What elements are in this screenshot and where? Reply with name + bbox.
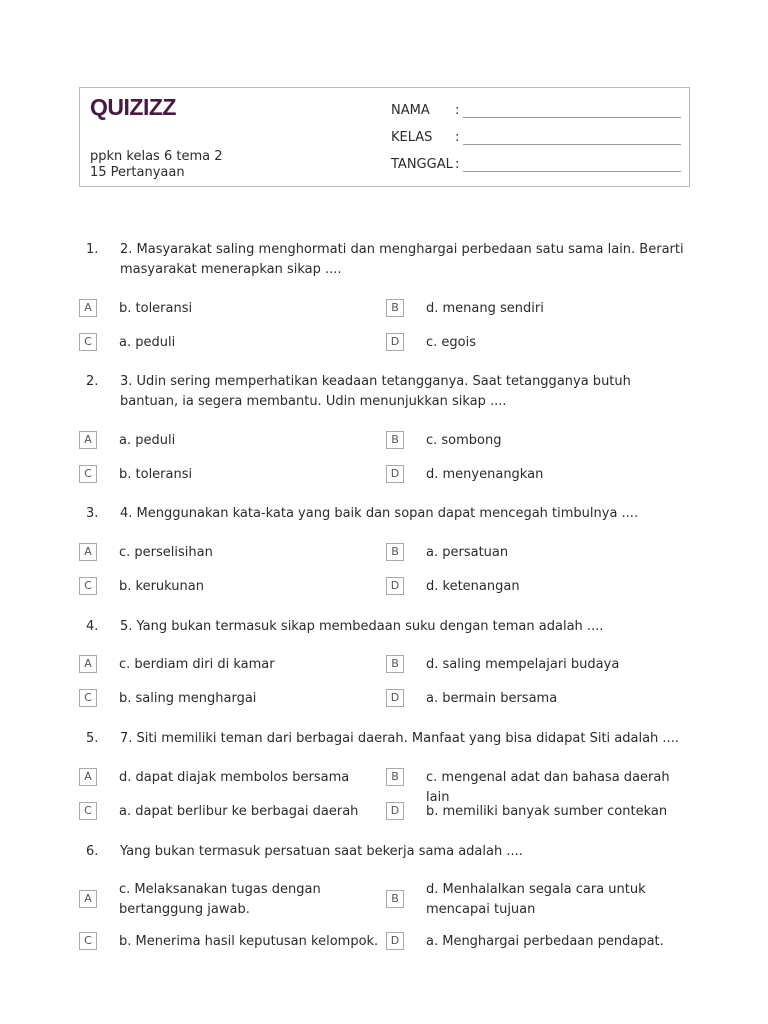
option-letter: D [386, 333, 404, 351]
option-letter: D [386, 689, 404, 707]
option-letter: A [79, 431, 97, 449]
question-number: 1. [86, 242, 99, 257]
question-text: 7. Siti memiliki teman dari berbagai daerah. Manfaat yang bisa didapat Siti adalah .... [120, 731, 679, 746]
option-text: a. Menghargai perbedaan pendapat. [426, 934, 664, 949]
option-text: d. Menhalalkan segala cara untuk mencapai tujuan [426, 882, 646, 917]
option-text: b. saling menghargai [119, 691, 257, 706]
option-letter: D [386, 802, 404, 820]
option-text: c. perselisihan [119, 545, 213, 560]
option-text: c. egois [426, 335, 477, 350]
option-text: b. toleransi [119, 301, 193, 316]
question-number: 6. [86, 844, 99, 859]
worksheet-header [79, 87, 690, 187]
class-label: KELAS [391, 130, 433, 145]
name-colon: : [455, 103, 460, 118]
option-text: a. peduli [119, 433, 176, 448]
option-letter: B [386, 655, 404, 673]
option-letter: C [79, 932, 97, 950]
option-letter: A [79, 655, 97, 673]
date-colon: : [455, 157, 460, 172]
option-text: b. toleransi [119, 467, 193, 482]
option-letter: B [386, 768, 404, 786]
option-letter: C [79, 465, 97, 483]
question-text: 5. Yang bukan termasuk sikap membedaan suku dengan teman adalah .... [120, 619, 604, 634]
option-text: a. peduli [119, 335, 176, 350]
question-count: 15 Pertanyaan [90, 165, 185, 180]
question-number: 2. [86, 374, 99, 389]
option-text: b. Menerima hasil keputusan kelompok. [119, 934, 379, 949]
option-text: b. memiliki banyak sumber contekan [426, 804, 668, 819]
question-text: Yang bukan termasuk persatuan saat bekerja sama adalah .... [120, 844, 523, 859]
option-letter: C [79, 689, 97, 707]
option-text: d. saling mempelajari budaya [426, 657, 620, 672]
date-label: TANGGAL [391, 157, 453, 172]
option-letter: A [79, 768, 97, 786]
option-text: b. kerukunan [119, 579, 204, 594]
question-number: 5. [86, 731, 99, 746]
option-letter: A [79, 890, 97, 908]
option-text: d. menang sendiri [426, 301, 544, 316]
question-number: 4. [86, 619, 99, 634]
option-text: c. berdiam diri di kamar [119, 657, 275, 672]
option-letter: C [79, 577, 97, 595]
option-letter: A [79, 543, 97, 561]
option-text: a. persatuan [426, 545, 509, 560]
date-line [463, 171, 681, 172]
option-text: c. Melaksanakan tugas dengan bertanggung jawab. [119, 882, 321, 917]
option-text: d. menyenangkan [426, 467, 544, 482]
option-text: c. mengenal adat dan bahasa daerah lain [426, 770, 670, 805]
question-number: 3. [86, 506, 99, 521]
option-letter: B [386, 431, 404, 449]
name-line [463, 117, 681, 118]
option-letter: D [386, 577, 404, 595]
class-field[interactable] [391, 130, 681, 150]
option-letter: A [79, 299, 97, 317]
option-text: c. sombong [426, 433, 502, 448]
option-text: a. dapat berlibur ke berbagai daerah [119, 804, 359, 819]
date-field[interactable] [391, 157, 681, 177]
name-field[interactable] [391, 103, 681, 123]
option-text: d. ketenangan [426, 579, 520, 594]
option-letter: B [386, 543, 404, 561]
option-text: a. bermain bersama [426, 691, 558, 706]
class-colon: : [455, 130, 460, 145]
question-text: 2. Masyarakat saling menghormati dan menghargai perbedaan satu sama lain. Berarti masyarakat menerapkan sikap .... [120, 242, 684, 277]
option-letter: B [386, 299, 404, 317]
quizizz-logo: QUIZIZZ [90, 94, 176, 120]
name-label: NAMA [391, 103, 430, 118]
option-letter: D [386, 465, 404, 483]
quiz-title: ppkn kelas 6 tema 2 [90, 149, 223, 164]
option-letter: D [386, 932, 404, 950]
question-text: 4. Menggunakan kata-kata yang baik dan sopan dapat mencegah timbulnya .... [120, 506, 639, 521]
option-letter: C [79, 333, 97, 351]
option-letter: B [386, 890, 404, 908]
question-text: 3. Udin sering memperhatikan keadaan tetangganya. Saat tetangganya butuh bantuan, ia segera membantu. Udin menunjukkan sikap .... [120, 374, 631, 409]
option-letter: C [79, 802, 97, 820]
class-line [463, 144, 681, 145]
option-text: d. dapat diajak membolos bersama [119, 770, 350, 785]
